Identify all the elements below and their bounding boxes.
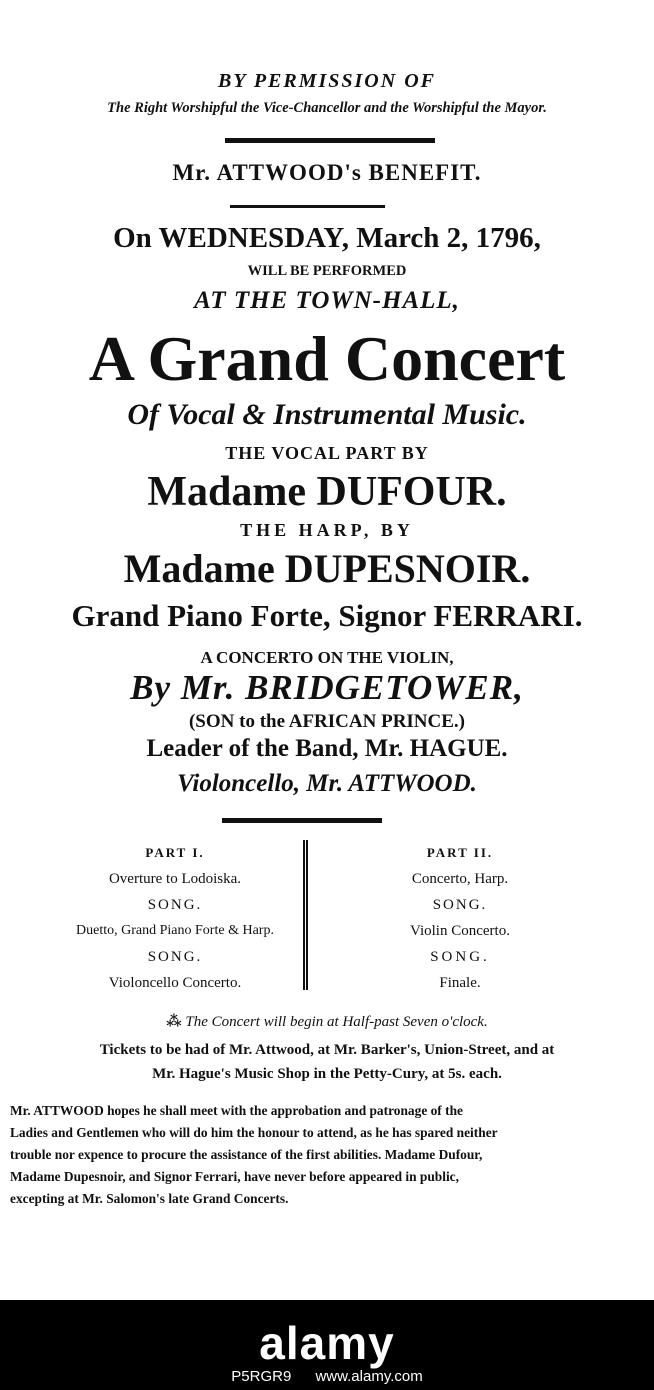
notice-paragraph — [10, 1100, 610, 1210]
concerto-intro: A CONCERTO ON THE VIOLIN, — [200, 648, 454, 667]
notice-line: trouble nor expence to procure the assistance of the first abilities. Madame Dufour, — [10, 1147, 483, 1162]
date-line: On WEDNESDAY, March 2, 1796, — [113, 222, 541, 254]
part-2-item: Violin Concerto. — [410, 923, 510, 939]
part-2-heading: PART II. — [426, 845, 494, 860]
part-1-heading: PART I. — [145, 845, 205, 860]
program-part-2 — [330, 840, 590, 996]
watermark-brand: alamy — [259, 1317, 395, 1369]
watermark-info — [0, 1368, 654, 1385]
start-time-text: The Concert will begin at Half-past Seven o'clock. — [185, 1014, 488, 1030]
tickets-line-1: Tickets to be had of Mr. Attwood, at Mr. Barker's, Union-Street, and at — [99, 1042, 555, 1058]
concert-title: A Grand Concert — [88, 323, 566, 394]
divider-2 — [230, 205, 385, 208]
divider-1 — [225, 138, 435, 143]
program-part-1 — [45, 840, 305, 996]
vocalist: Madame DUFOUR. — [147, 469, 507, 515]
benefit-heading: Mr. ATTWOOD's BENEFIT. — [172, 160, 482, 185]
column-separator — [303, 840, 308, 990]
tickets-line-2: Mr. Hague's Music Shop in the Petty-Cury, at 5s. each. — [152, 1066, 502, 1082]
part-1-item: Violoncello Concerto. — [108, 975, 242, 991]
start-time — [0, 1012, 654, 1031]
part-2-item: Finale. — [439, 975, 481, 991]
by-permission-heading: BY PERMISSION OF — [218, 70, 436, 92]
notice-line: Ladies and Gentlemen who will do him the honour to attend, as he has spared neither — [10, 1125, 498, 1140]
part-1-item: SONG. — [147, 949, 203, 965]
divider-3 — [222, 818, 382, 823]
vocal-part-intro: THE VOCAL PART BY — [225, 443, 429, 463]
cello-line: Violoncello, Mr. ATTWOOD. — [177, 770, 477, 797]
authority-line: The Right Worshipful the Vice-Chancellor and the Worshipful the Mayor. — [107, 100, 547, 116]
part-1-item: SONG. — [147, 897, 203, 913]
will-be-performed: WILL BE PERFORMED — [247, 263, 407, 279]
notice-line: excepting at Mr. Salomon's late Grand Concerts. — [10, 1191, 289, 1206]
watermark-site: www.alamy.com — [315, 1368, 423, 1385]
harpist: Madame DUPESNOIR. — [123, 546, 531, 591]
harp-intro: THE HARP, BY — [240, 520, 414, 540]
part-2-item: Concerto, Harp. — [411, 871, 509, 887]
part-2-item: SONG. — [430, 949, 490, 965]
asterism-icon: ⁂ — [166, 1014, 186, 1030]
venue: AT THE TOWN-HALL, — [194, 287, 460, 314]
notice-line: Mr. ATTWOOD hopes he shall meet with the approbation and patronage of the — [10, 1103, 463, 1118]
part-1-item: Overture to Lodoiska. — [108, 871, 242, 887]
watermark-image-id: P5RGR9 — [231, 1368, 292, 1385]
piano-line: Grand Piano Forte, Signor FERRARI. — [71, 598, 583, 633]
violinist-note: (SON to the AFRICAN PRINCE.) — [188, 711, 466, 732]
leader-line: Leader of the Band, Mr. HAGUE. — [146, 735, 508, 762]
part-1-item: Duetto, Grand Piano Forte & Harp. — [76, 923, 274, 938]
violinist: By Mr. BRIDGETOWER, — [130, 668, 524, 707]
part-2-item: SONG. — [432, 897, 488, 913]
concert-subtitle: Of Vocal & Instrumental Music. — [127, 398, 527, 431]
notice-line: Madame Dupesnoir, and Signor Ferrari, have never before appeared in public, — [10, 1169, 459, 1184]
